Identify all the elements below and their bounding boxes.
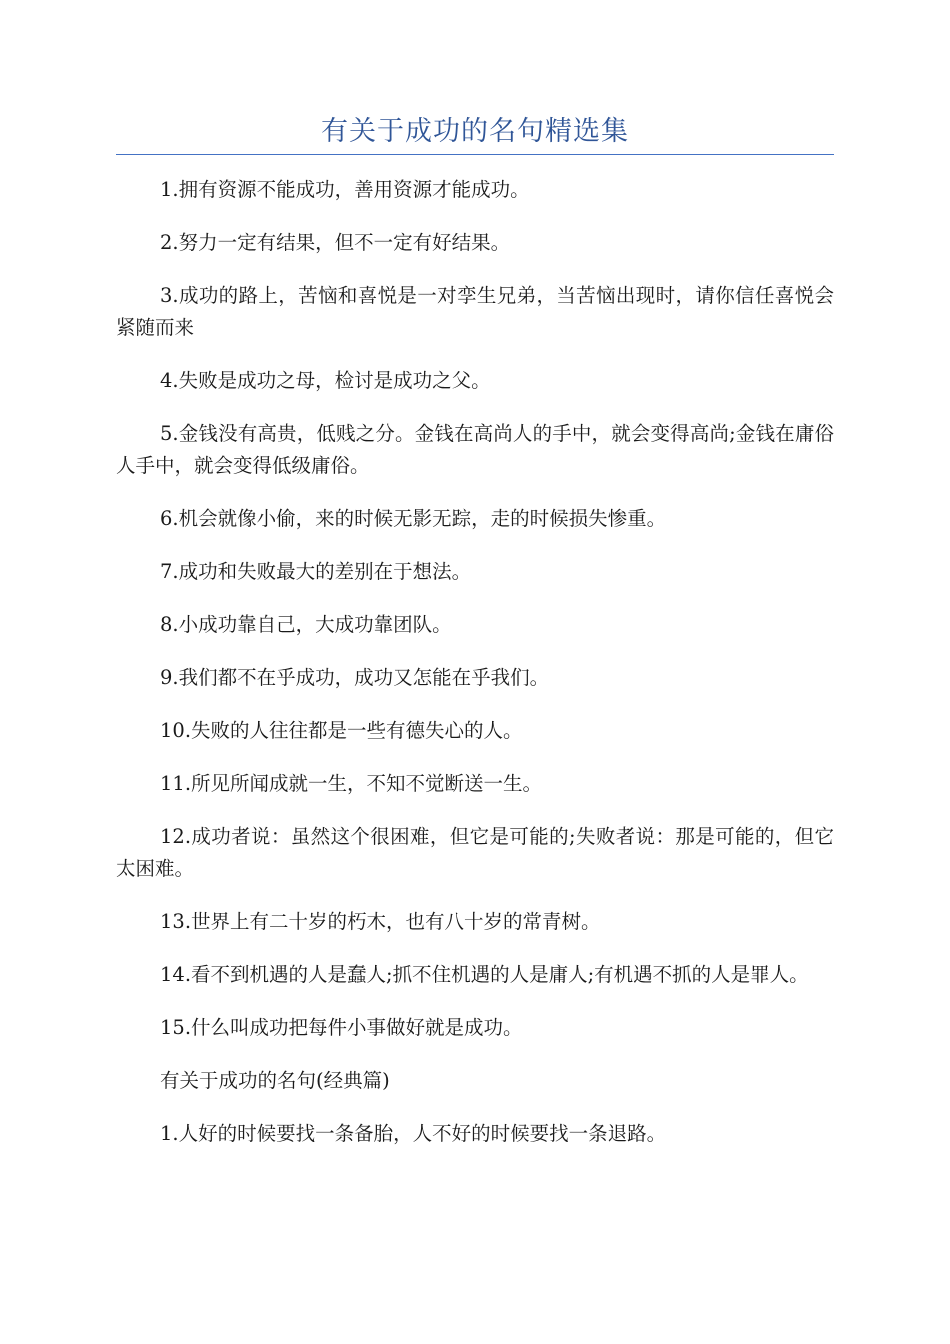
quote-paragraph: 14.看不到机遇的人是蠢人;抓不住机遇的人是庸人;有机遇不抓的人是罪人。 bbox=[160, 963, 809, 986]
quote-paragraph: 8.小成功靠自己，大成功靠团队。 bbox=[160, 613, 452, 636]
section-heading: 有关于成功的名句(经典篇) bbox=[160, 1069, 390, 1092]
quote-paragraph: 11.所见所闻成就一生，不知不觉断送一生。 bbox=[160, 772, 543, 795]
quote-paragraph: 6.机会就像小偷，来的时候无影无踪，走的时候损失惨重。 bbox=[160, 507, 667, 530]
quote-paragraph: 9.我们都不在乎成功，成功又怎能在乎我们。 bbox=[160, 666, 550, 689]
quote-paragraph: 5.金钱没有高贵，低贱之分。金钱在高尚人的手中，就会变得高尚;金钱在庸俗人手中，就会变得低级庸俗。 bbox=[116, 422, 834, 477]
quote-paragraph: 15.什么叫成功把每件小事做好就是成功。 bbox=[160, 1016, 523, 1039]
document-body bbox=[116, 174, 834, 1171]
quote-paragraph: 3.成功的路上，苦恼和喜悦是一对孪生兄弟，当苦恼出现时，请你信任喜悦会紧随而来 bbox=[116, 284, 834, 339]
quote-paragraph: 13.世界上有二十岁的朽木，也有八十岁的常青树。 bbox=[160, 910, 601, 933]
title-underline bbox=[116, 154, 834, 155]
quote-paragraph: 1.人好的时候要找一条备胎，人不好的时候要找一条退路。 bbox=[160, 1122, 667, 1145]
quote-paragraph: 12.成功者说：虽然这个很困难，但它是可能的;失败者说：那是可能的，但它太困难。 bbox=[116, 825, 834, 880]
quote-paragraph: 1.拥有资源不能成功，善用资源才能成功。 bbox=[160, 178, 530, 201]
quote-paragraph: 2.努力一定有结果，但不一定有好结果。 bbox=[160, 231, 511, 254]
quote-paragraph: 10.失败的人往往都是一些有德失心的人。 bbox=[160, 719, 523, 742]
quote-paragraph: 4.失败是成功之母，检讨是成功之父。 bbox=[160, 369, 491, 392]
page-title: 有关于成功的名句精选集 bbox=[321, 116, 629, 147]
quote-paragraph: 7.成功和失败最大的差别在于想法。 bbox=[160, 560, 472, 583]
